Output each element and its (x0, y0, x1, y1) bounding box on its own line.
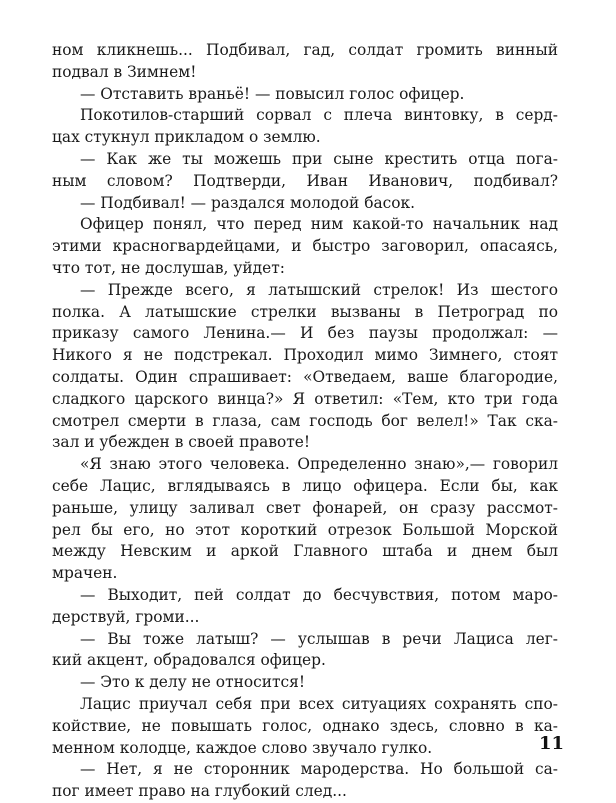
text-line: зал и убежден в своей правоте! (52, 433, 311, 452)
text-line: рел бы его, но этот короткий отрезок Большой Морской (52, 520, 558, 539)
text-line: смотрел смерти в глаза, сам господь бог велел!» Так ска- (52, 411, 558, 430)
text-line: пог имеет право на глубокий след... (52, 782, 347, 801)
text-line: — Отставить враньё! — повысил голос офицер. (80, 84, 465, 103)
body-text (52, 40, 558, 803)
text-line: — Как же ты можешь при сыне крестить отца пога- (80, 149, 558, 168)
text-line: Никого я не подстрекал. Проходил мимо Зимнего, стоят (52, 346, 558, 365)
text-line: — Вы тоже латыш? — услышав в речи Лациса лег- (80, 629, 558, 648)
text-line: себе Лацис, вглядываясь в лицо офицера. Если бы, как (52, 476, 558, 495)
text-line: ном кликнешь... Подбивал, гад, солдат громить винный (52, 41, 558, 59)
text-line: что тот, не дослушав, уйдет: (52, 258, 285, 277)
text-line: койствие, не повышать голос, однако здесь, словно в ка- (52, 716, 558, 735)
text-line: приказу самого Ленина.— И без паузы продолжал: — (52, 324, 558, 343)
text-line: Покотилов-старший сорвал с плеча винтовку, в серд- (80, 106, 558, 125)
page-number: 11 (538, 733, 564, 754)
text-line: — Нет, я не сторонник мародерства. Но большой са- (80, 760, 558, 779)
text-line: — Это к делу не относится! (80, 673, 306, 692)
text-line: Лацис приучал себя при всех ситуациях сохранять спо- (80, 694, 558, 713)
text-line: дерствуй, громи... (52, 607, 200, 626)
text-line: сладкого царского винца?» Я ответил: «Тем, кто три года (52, 389, 558, 408)
text-line: — Прежде всего, я латышский стрелок! Из шестого (80, 280, 558, 299)
text-line: Офицер понял, что перед ним какой-то начальник над (80, 215, 558, 234)
text-line: кий акцент, обрадовался офицер. (52, 651, 326, 670)
text-line: — Подбивал! — раздался молодой басок. (80, 193, 416, 212)
text-line: полка. А латышские стрелки вызваны в Петроград по (52, 302, 558, 321)
text-line: этими красногвардейцами, и быстро заговорил, опасаясь, (52, 237, 558, 256)
text-line: цах стукнул прикладом о землю. (52, 128, 321, 147)
text-line: — Выходит, пей солдат до бесчувствия, потом маро- (80, 585, 558, 604)
text-line: мрачен. (52, 564, 118, 583)
text-line: менном колодце, каждое слово звучало гулко. (52, 738, 433, 757)
text-line: солдаты. Один спрашивает: «Отведаем, ваше благородие, (52, 367, 558, 386)
text-line: подвал в Зимнем! (52, 62, 197, 81)
text-line: «Я знаю этого человека. Определенно знаю»,— говорил (80, 455, 558, 474)
text-line: раньше, улицу заливал свет фонарей, он сразу рассмот- (52, 498, 558, 517)
text-line: между Невским и аркой Главного штаба и днем был (52, 542, 558, 561)
text-line: ным словом? Подтверди, Иван Иванович, подбивал? (52, 171, 558, 190)
